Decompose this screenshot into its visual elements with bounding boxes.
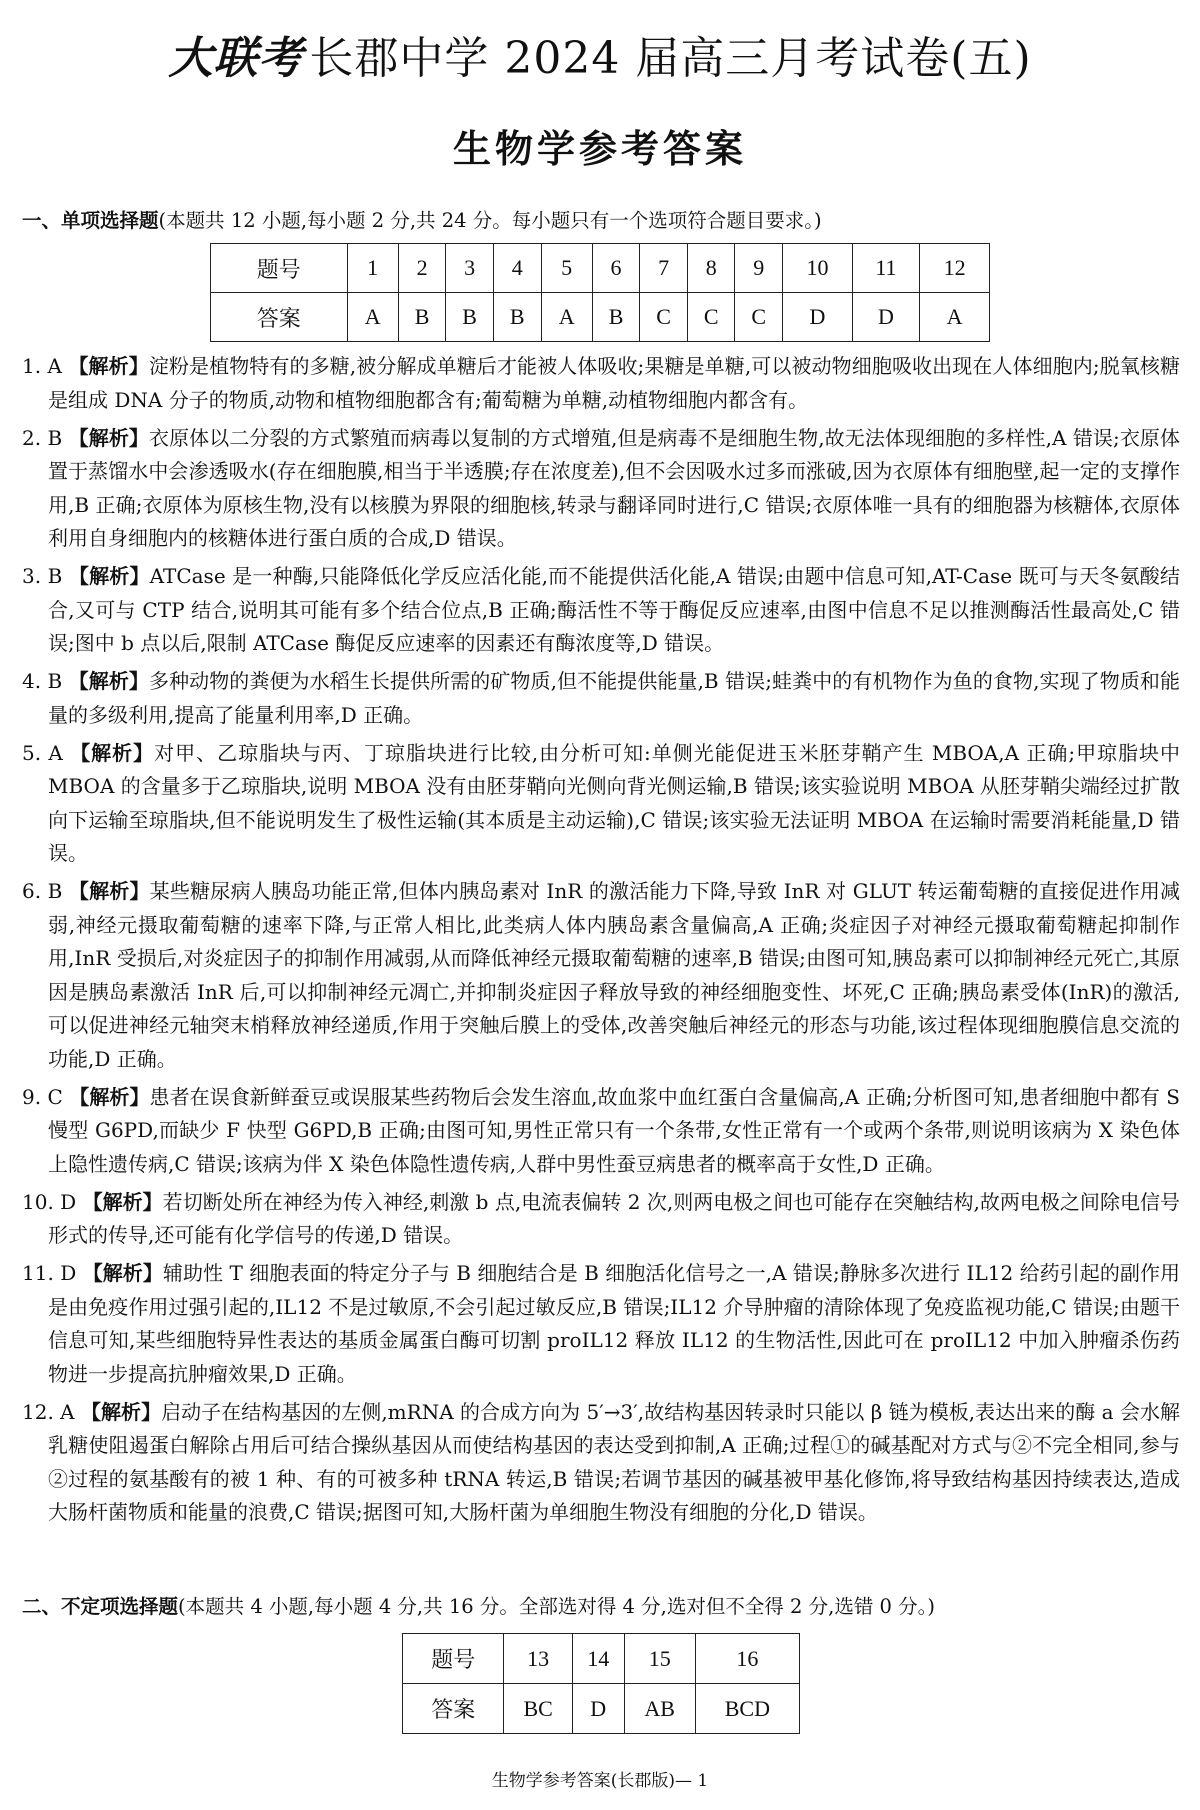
answer-cell: D [852,293,919,342]
question-answer-label: 2. B [22,425,69,450]
table-row-numbers [403,1634,800,1684]
brand-logo-text: 大联考 [168,33,304,84]
explanation-item [22,1081,1180,1182]
analysis-tag: 【解析】 [68,879,150,903]
explanation-text: ATCase 是一种酶,只能降低化学反应活化能,而不能提供活化能,A 错误;由题中信息可知,AT-Case 既可与天冬氨酸结合,又可与 CTP 结合,说明其可能有多个结合位点,B 正确;酶活性不等于酶促反应速率,由图中信息不足以推测酶活性最高处,C 错误;图中 b 点以后,限制 ATCase 酶促反应速率的因素还有酶浓度等,D 错误。 [48,564,1180,655]
question-answer-label: 11. D [22,1261,83,1285]
answer-cell: D [572,1684,624,1734]
page-subtitle: 生物学参考答案 [452,127,747,171]
answer-cell: C [687,293,735,342]
analysis-tag: 【解析】 [82,1261,163,1285]
answer-table-1 [210,243,990,342]
explanation-item [22,875,1180,1076]
explanation-text: 若切断处所在神经为传入神经,刺激 b 点,电流表偏转 2 次,则两电极之间也可能存在突触结构,故两电极之间除电信号形式的传导,还可能有化学信号的传递,D 错误。 [48,1189,1181,1247]
question-answer-label: 12. A [22,1399,82,1424]
explanation-item [22,422,1180,556]
question-number-cell: 16 [695,1634,799,1684]
question-number-cell: 9 [735,244,783,293]
question-answer-label: 10. D [22,1189,83,1214]
answer-cell: D [783,293,853,342]
explanation-item [22,1396,1180,1530]
explanation-text: 衣原体以二分裂的方式繁殖而病毒以复制的方式增殖,但是病毒不是细胞生物,故无法体现细胞的多样性,A 错误;衣原体置于蒸馏水中会渗透吸水(存在细胞膜,相当于半透膜;存在浓度差),但不会因吸水过多而涨破,因为衣原体有细胞壁,起一定的支撑作用,B 正确;衣原体为原核生物,没有以核膜为界限的细胞核,转录与翻译同时进行,C 错误;衣原体唯一具有的细胞器为核糖体,衣原体利用自身细胞内的核糖体进行蛋白质的合成,D 错误。 [48,425,1180,550]
analysis-tag: 【解析】 [81,1399,162,1424]
section-2-note: (本题共 4 小题,每小题 4 分,共 16 分。全部选对得 4 分,选对但不全得 2 分,选错 0 分。) [178,1595,936,1618]
question-number-cell: 13 [504,1634,572,1684]
question-number-cell: 8 [687,244,735,293]
question-number-cell: 14 [572,1634,624,1684]
explanation-item [22,1186,1180,1253]
explanation-item [22,560,1180,661]
explanations-list [22,350,1180,1534]
explanation-text: 多种动物的粪便为水稻生长提供所需的矿物质,但不能提供能量,B 错误;蛙粪中的有机物作为鱼的食物,实现了物质和能量的多级利用,提高了能量利用率,D 正确。 [48,669,1180,727]
row-header-number: 题号 [403,1634,504,1684]
answer-table-2 [402,1633,800,1734]
exam-title [0,22,1200,86]
analysis-tag: 【解析】 [70,740,155,765]
section-heading-2 [22,1592,1180,1622]
question-answer-label: 9. C [22,1084,70,1109]
table-row-answers [211,293,990,342]
answer-cell: BC [504,1684,572,1734]
page-footer: 生物学参考答案(长郡版)— 1 [491,1771,709,1791]
analysis-tag: 【解析】 [68,564,150,588]
question-number-cell: 15 [624,1634,695,1684]
section-1-name: 一、单项选择题 [22,209,159,232]
explanation-text: 患者在误食新鲜蚕豆或误服某些药物后会发生溶血,故血浆中血红蛋白含量偏高,A 正确;分析图可知,患者细胞中都有 S 慢型 G6PD,而缺少 F 快型 G6PD,B 正确;由图可知,男性正常只有一个条带,女性正常有一个或两个条带,则说明该病为 X 染色体上隐性遗传病,C 错误;该病为伴 X 染色体隐性遗传病,人群中男性蚕豆病患者的概率高于女性,D 正确。 [48,1084,1181,1176]
answer-cell: BCD [695,1684,799,1734]
row-header-number: 题号 [211,244,348,293]
question-number-cell: 4 [493,244,541,293]
section-2-name: 二、不定项选择题 [22,1595,179,1618]
answer-cell: B [398,293,446,342]
analysis-tag: 【解析】 [68,669,149,693]
section-1-note: (本题共 12 小题,每小题 2 分,共 24 分。每小题只有一个选项符合题目要求。) [158,209,822,232]
question-answer-label: 3. B [22,564,69,588]
table-row-numbers [211,244,990,293]
section-heading-1 [22,206,1180,236]
question-number-cell: 5 [541,244,592,293]
explanation-item [22,737,1180,871]
question-number-cell: 6 [592,244,640,293]
question-answer-label: 4. B [22,669,69,693]
analysis-tag: 【解析】 [68,354,149,378]
explanation-item [22,665,1180,732]
answer-cell: C [735,293,783,342]
explanation-item [22,1257,1180,1391]
question-number-cell: 7 [640,244,688,293]
answer-cell: AB [624,1684,695,1734]
question-number-cell: 3 [446,244,494,293]
analysis-tag: 【解析】 [82,1189,163,1214]
analysis-tag: 【解析】 [68,425,150,450]
answer-cell: B [493,293,541,342]
answer-cell: C [640,293,688,342]
answer-cell: A [920,293,990,342]
explanation-text: 辅助性 T 细胞表面的特定分子与 B 细胞结合是 B 细胞活化信号之一,A 错误;静脉多次进行 IL12 给药引起的副作用是由免疫作用过强引起的,IL12 不是过敏原,不会引起过敏反应,B 错误;IL12 介导肿瘤的清除体现了免疫监视功能,C 错误;由题干信息可知,某些细胞特异性表达的基质金属蛋白酶可切割 proIL12 释放 IL12 的生物活性,因此可在 proIL12 中加入肿瘤杀伤药物进一步提高抗肿瘤效果,D 正确。 [48,1261,1181,1386]
table-row-answers [403,1684,800,1734]
explanation-item [22,350,1180,417]
question-number-cell: 10 [783,244,853,293]
explanation-text: 对甲、乙琼脂块与丙、丁琼脂块进行比较,由分析可知:单侧光能促进玉米胚芽鞘产生 MBOA,A 正确;甲琼脂块中 MBOA 的含量多于乙琼脂块,说明 MBOA 没有由胚芽鞘向光侧向背光侧运输,B 错误;该实验说明 MBOA 从胚芽鞘尖端经过扩散向下运输至琼脂块,但不能说明发生了极性运输(其本质是主动运输),C 错误;该实验无法证明 MBOA 在运输时需要消耗能量,D 错误。 [48,740,1180,865]
answer-cell: A [541,293,592,342]
explanation-text: 淀粉是植物特有的多糖,被分解成单糖后才能被人体吸收;果糖是单糖,可以被动物细胞吸收出现在人体细胞内;脱氧核糖是组成 DNA 分子的物质,动物和植物细胞都含有;葡萄糖为单糖,动植物细胞内都含有。 [48,354,1181,412]
row-header-answer: 答案 [403,1684,504,1734]
explanation-text: 启动子在结构基因的左侧,mRNA 的合成方向为 5′→3′,故结构基因转录时只能以 β 链为模板,表达出来的酶 a 会水解乳糖使阻遏蛋白解除占用后可结合操纵基因从而使结构基因的表达受到抑制,A 正确;过程①的碱基配对方式与②不完全相同,参与②过程的氨基酸有的被 1 种、有的可被多种 tRNA 转运,B 错误;若调节基因的碱基被甲基化修饰,将导致结构基因持续表达,造成大肠杆菌物质和能量的浪费,C 错误;据图可知,大肠杆菌为单细胞生物没有细胞的分化,D 错误。 [48,1399,1181,1524]
exam-title-text: 长郡中学 2024 届高三月考试卷(五) [309,33,1032,84]
question-answer-label: 6. B [22,879,69,903]
answer-cell: B [592,293,640,342]
question-answer-label: 1. A [22,354,69,378]
explanation-text: 某些糖尿病人胰岛功能正常,但体内胰岛素对 InR 的激活能力下降,导致 InR 对 GLUT 转运葡萄糖的直接促进作用减弱,神经元摄取葡萄糖的速率下降,与正常人相比,此类病人体内胰岛素含量偏高,A 正确;炎症因子对神经元摄取葡萄糖起抑制作用,InR 受损后,对炎症因子的抑制作用减弱,从而降低神经元摄取葡萄糖的速率,B 错误;由图可知,胰岛素可以抑制神经元死亡,其原因是胰岛素激活 InR 后,可以抑制神经元凋亡,并抑制炎症因子释放导致的神经细胞变性、坏死,C 正确;胰岛素受体(InR)的激活,可以促进神经元轴突末梢释放神经递质,作用于突触后膜上的受体,改善突触后神经元的形态与功能,该过程体现细胞膜信息交流的功能,D 正确。 [48,879,1181,1071]
analysis-tag: 【解析】 [69,1084,150,1109]
question-number-cell: 1 [347,244,398,293]
row-header-answer: 答案 [211,293,348,342]
question-number-cell: 11 [852,244,919,293]
question-number-cell: 2 [398,244,446,293]
answer-cell: B [446,293,494,342]
question-answer-label: 5. A [22,740,71,765]
answer-cell: A [347,293,398,342]
question-number-cell: 12 [920,244,990,293]
